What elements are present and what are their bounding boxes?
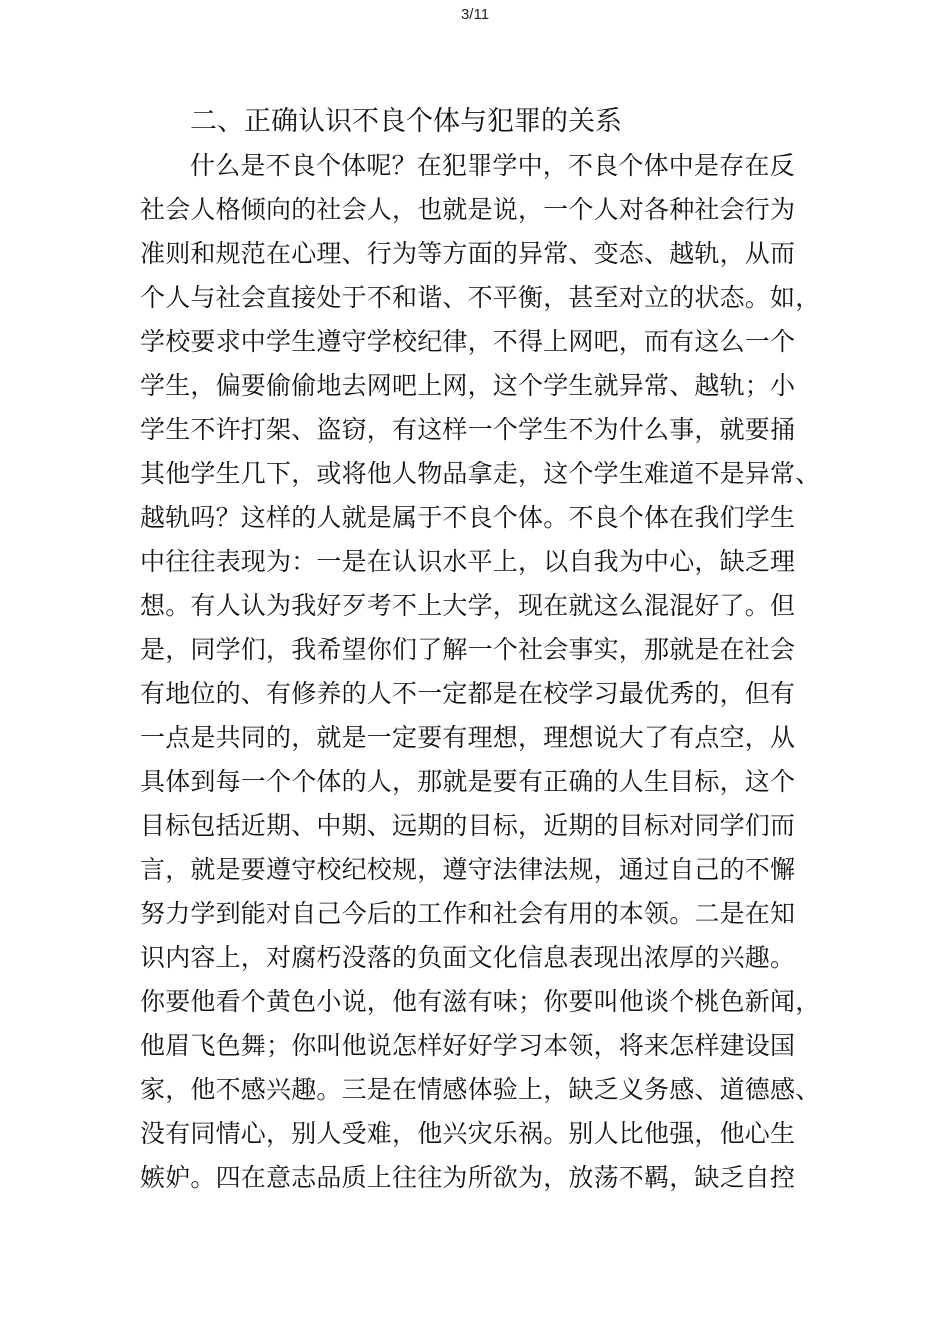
text-line: 努力学到能对自己今后的工作和社会有用的本领。二是在知 xyxy=(140,899,796,928)
text-line: 没有同情心，别人受难，他兴灾乐祸。别人比他强，他心生 xyxy=(140,1119,796,1148)
text-line: 一点是共同的，就是一定要有理想，理想说大了有点空，从 xyxy=(140,723,796,752)
text-line: 社会人格倾向的社会人，也就是说，一个人对各种社会行为 xyxy=(140,195,796,224)
page-number: 3/11 xyxy=(460,6,490,23)
text-line: 具体到每一个个体的人，那就是要有正确的人生目标，这个 xyxy=(140,767,796,796)
text-line: 目标包括近期、中期、远期的目标，近期的目标对同学们而 xyxy=(140,811,796,840)
text-line: 什么是不良个体呢？在犯罪学中，不良个体中是存在反 xyxy=(190,151,795,180)
text-line: 识内容上，对腐朽没落的负面文化信息表现出浓厚的兴趣。 xyxy=(140,943,796,972)
text-line: 其他学生几下，或将他人物品拿走，这个学生难道不是异常、 xyxy=(140,459,821,488)
text-line: 有地位的、有修养的人不一定都是在校学习最优秀的，但有 xyxy=(140,679,796,708)
text-line: 中往往表现为：一是在认识水平上，以自我为中心，缺乏理 xyxy=(140,547,796,576)
text-line: 家，他不感兴趣。三是在情感体验上，缺乏义务感、道德感、 xyxy=(140,1075,821,1104)
text-line: 嫉妒。四在意志品质上往往为所欲为，放荡不羁，缺乏自控 xyxy=(140,1163,796,1192)
text-line: 个人与社会直接处于不和谐、不平衡，甚至对立的状态。如， xyxy=(140,283,821,312)
text-line: 越轨吗？这样的人就是属于不良个体。不良个体在我们学生 xyxy=(140,503,796,532)
text-line: 想。有人认为我好歹考不上大学，现在就这么混混好了。但 xyxy=(140,591,796,620)
text-line: 他眉飞色舞；你叫他说怎样好好学习本领，将来怎样建设国 xyxy=(140,1031,796,1060)
text-line: 学生，偏要偷偷地去网吧上网，这个学生就异常、越轨；小 xyxy=(140,371,796,400)
text-line: 学生不许打架、盗窃，有这样一个学生不为什么事，就要捅 xyxy=(140,415,796,444)
text-line: 学校要求中学生遵守学校纪律，不得上网吧，而有这么一个 xyxy=(140,327,796,356)
text-line: 准则和规范在心理、行为等方面的异常、变态、越轨，从而 xyxy=(140,239,796,268)
section-heading: 二、正确认识不良个体与犯罪的关系 xyxy=(190,106,622,137)
body-paragraph xyxy=(140,144,840,1200)
text-line: 是，同学们，我希望你们了解一个社会事实，那就是在社会 xyxy=(140,635,796,664)
text-line: 你要他看个黄色小说，他有滋有味；你要叫他谈个桃色新闻， xyxy=(140,987,821,1016)
text-line: 言，就是要遵守校纪校规，遵守法律法规，通过自己的不懈 xyxy=(140,855,796,884)
